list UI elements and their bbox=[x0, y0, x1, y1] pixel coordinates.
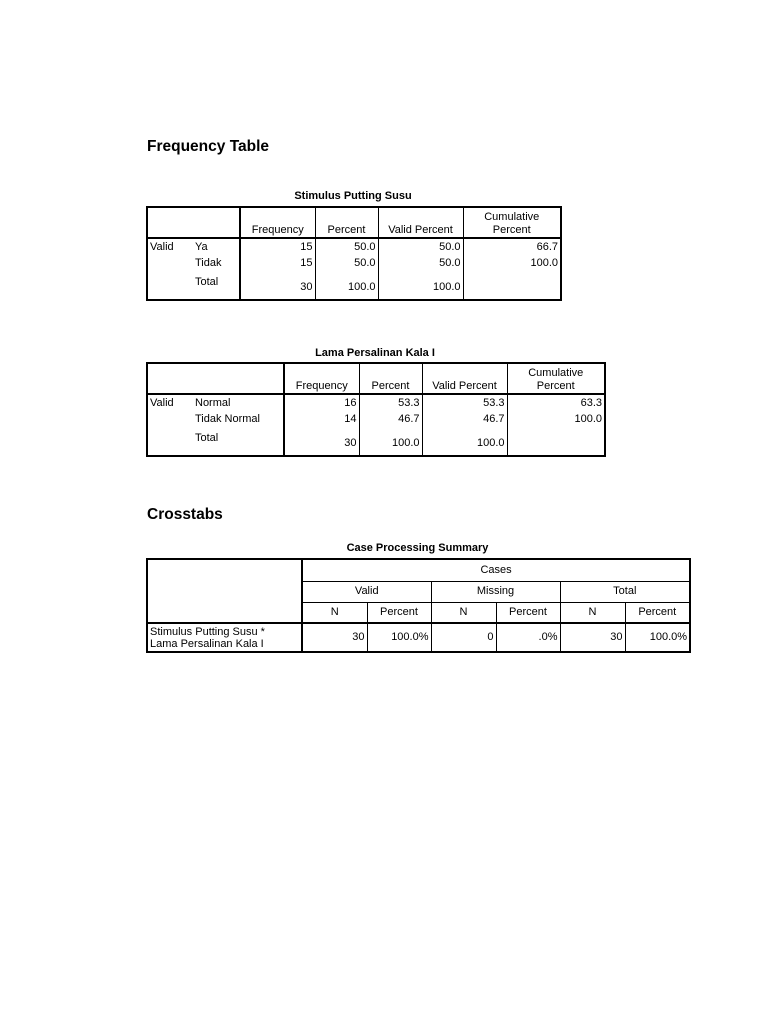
table2-title: Lama Persalinan Kala I bbox=[315, 347, 435, 359]
table2-cell: 30 bbox=[284, 432, 359, 456]
table2-cell: 14 bbox=[284, 413, 359, 432]
table1-header-valid-percent: Valid Percent bbox=[378, 207, 463, 238]
table2-cell: 100.0 bbox=[422, 432, 507, 456]
table3-case-processing-summary bbox=[146, 558, 691, 653]
table3-cell: 100.0% bbox=[367, 623, 431, 652]
table2-header-percent: Percent bbox=[359, 363, 422, 394]
table2-cell: 46.7 bbox=[422, 413, 507, 432]
table1-header-cumulative-line1: Cumulative bbox=[484, 211, 540, 223]
table1-corner bbox=[147, 207, 240, 238]
table1-cell: 100.0 bbox=[463, 257, 561, 276]
table1-cell: 50.0 bbox=[378, 257, 463, 276]
table3-header-n: N bbox=[302, 602, 367, 623]
table1-header-percent: Percent bbox=[315, 207, 378, 238]
table1-row-label: Ya bbox=[193, 238, 240, 257]
table2-cell: 53.3 bbox=[422, 394, 507, 413]
table1-row-label: Total bbox=[193, 276, 240, 300]
table1-header-frequency: Frequency bbox=[240, 207, 315, 238]
crosstabs-heading: Crosstabs bbox=[147, 506, 223, 523]
table3-row-label-line2: Lama Persalinan Kala I bbox=[150, 638, 264, 650]
table1-header-cumulative bbox=[463, 207, 561, 238]
table1-cell bbox=[463, 276, 561, 300]
table1-cell: 100.0 bbox=[315, 276, 378, 300]
table1-cell: 15 bbox=[240, 257, 315, 276]
table3-title: Case Processing Summary bbox=[346, 542, 489, 554]
table3-cell: 100.0% bbox=[625, 623, 690, 652]
table3-header-missing: Missing bbox=[431, 581, 560, 602]
table3-cell: 0 bbox=[431, 623, 496, 652]
table3-cell: .0% bbox=[496, 623, 560, 652]
table2-header-cumulative bbox=[507, 363, 605, 394]
table3-cell: 30 bbox=[560, 623, 625, 652]
table3-header-valid: Valid bbox=[302, 581, 431, 602]
table1-cell: 50.0 bbox=[378, 238, 463, 257]
table3-header-cases: Cases bbox=[302, 559, 690, 581]
table1-cell: 50.0 bbox=[315, 257, 378, 276]
table1-cell: 100.0 bbox=[378, 276, 463, 300]
table2-group-label: Valid bbox=[147, 394, 193, 413]
table1-header-cumulative-line2: Percent bbox=[492, 224, 531, 236]
table3-header-n: N bbox=[431, 602, 496, 623]
table2-header-valid-percent: Valid Percent bbox=[422, 363, 507, 394]
table1-cell: 15 bbox=[240, 238, 315, 257]
table2-cell: 53.3 bbox=[359, 394, 422, 413]
table1-group-spacer bbox=[147, 257, 193, 276]
table2-header-frequency: Frequency bbox=[284, 363, 359, 394]
table2-cell: 16 bbox=[284, 394, 359, 413]
table2-row-label: Tidak Normal bbox=[195, 413, 260, 425]
table2-cell: 100.0 bbox=[507, 413, 605, 432]
frequency-table-heading: Frequency Table bbox=[147, 138, 270, 155]
table3-header-percent: Percent bbox=[367, 602, 431, 623]
table3-header-total: Total bbox=[560, 581, 690, 602]
table2-row-label: Normal bbox=[193, 394, 284, 413]
table2-header-cumulative-line1: Cumulative bbox=[528, 367, 584, 379]
table3-header-percent: Percent bbox=[496, 602, 560, 623]
table2-row-label: Total bbox=[193, 432, 284, 456]
table3-header-n: N bbox=[560, 602, 625, 623]
table2-cell: 46.7 bbox=[359, 413, 422, 432]
table3-corner bbox=[147, 559, 302, 623]
table2-group-spacer bbox=[147, 413, 193, 432]
table1-row-label: Tidak bbox=[195, 257, 222, 269]
table2-cell: 63.3 bbox=[507, 394, 605, 413]
table1-cell: 50.0 bbox=[315, 238, 378, 257]
table2-cell: 100.0 bbox=[359, 432, 422, 456]
table1-stimulus-putting-susu bbox=[146, 206, 562, 301]
table1-title: Stimulus Putting Susu bbox=[294, 190, 412, 202]
table1-group-label: Valid bbox=[147, 238, 193, 257]
table2-group-spacer bbox=[147, 432, 193, 456]
table3-cell: 30 bbox=[302, 623, 367, 652]
table3-header-percent: Percent bbox=[625, 602, 690, 623]
table2-lama-persalinan-kala-i bbox=[146, 362, 606, 457]
table3-row-label bbox=[147, 623, 302, 652]
table1-cell: 66.7 bbox=[463, 238, 561, 257]
table3-row-label-line1: Stimulus Putting Susu * bbox=[150, 626, 265, 638]
table2-cell bbox=[507, 432, 605, 456]
table2-header-cumulative-line2: Percent bbox=[536, 380, 575, 392]
table2-corner bbox=[147, 363, 284, 394]
table1-group-spacer bbox=[147, 276, 193, 300]
table1-cell: 30 bbox=[240, 276, 315, 300]
